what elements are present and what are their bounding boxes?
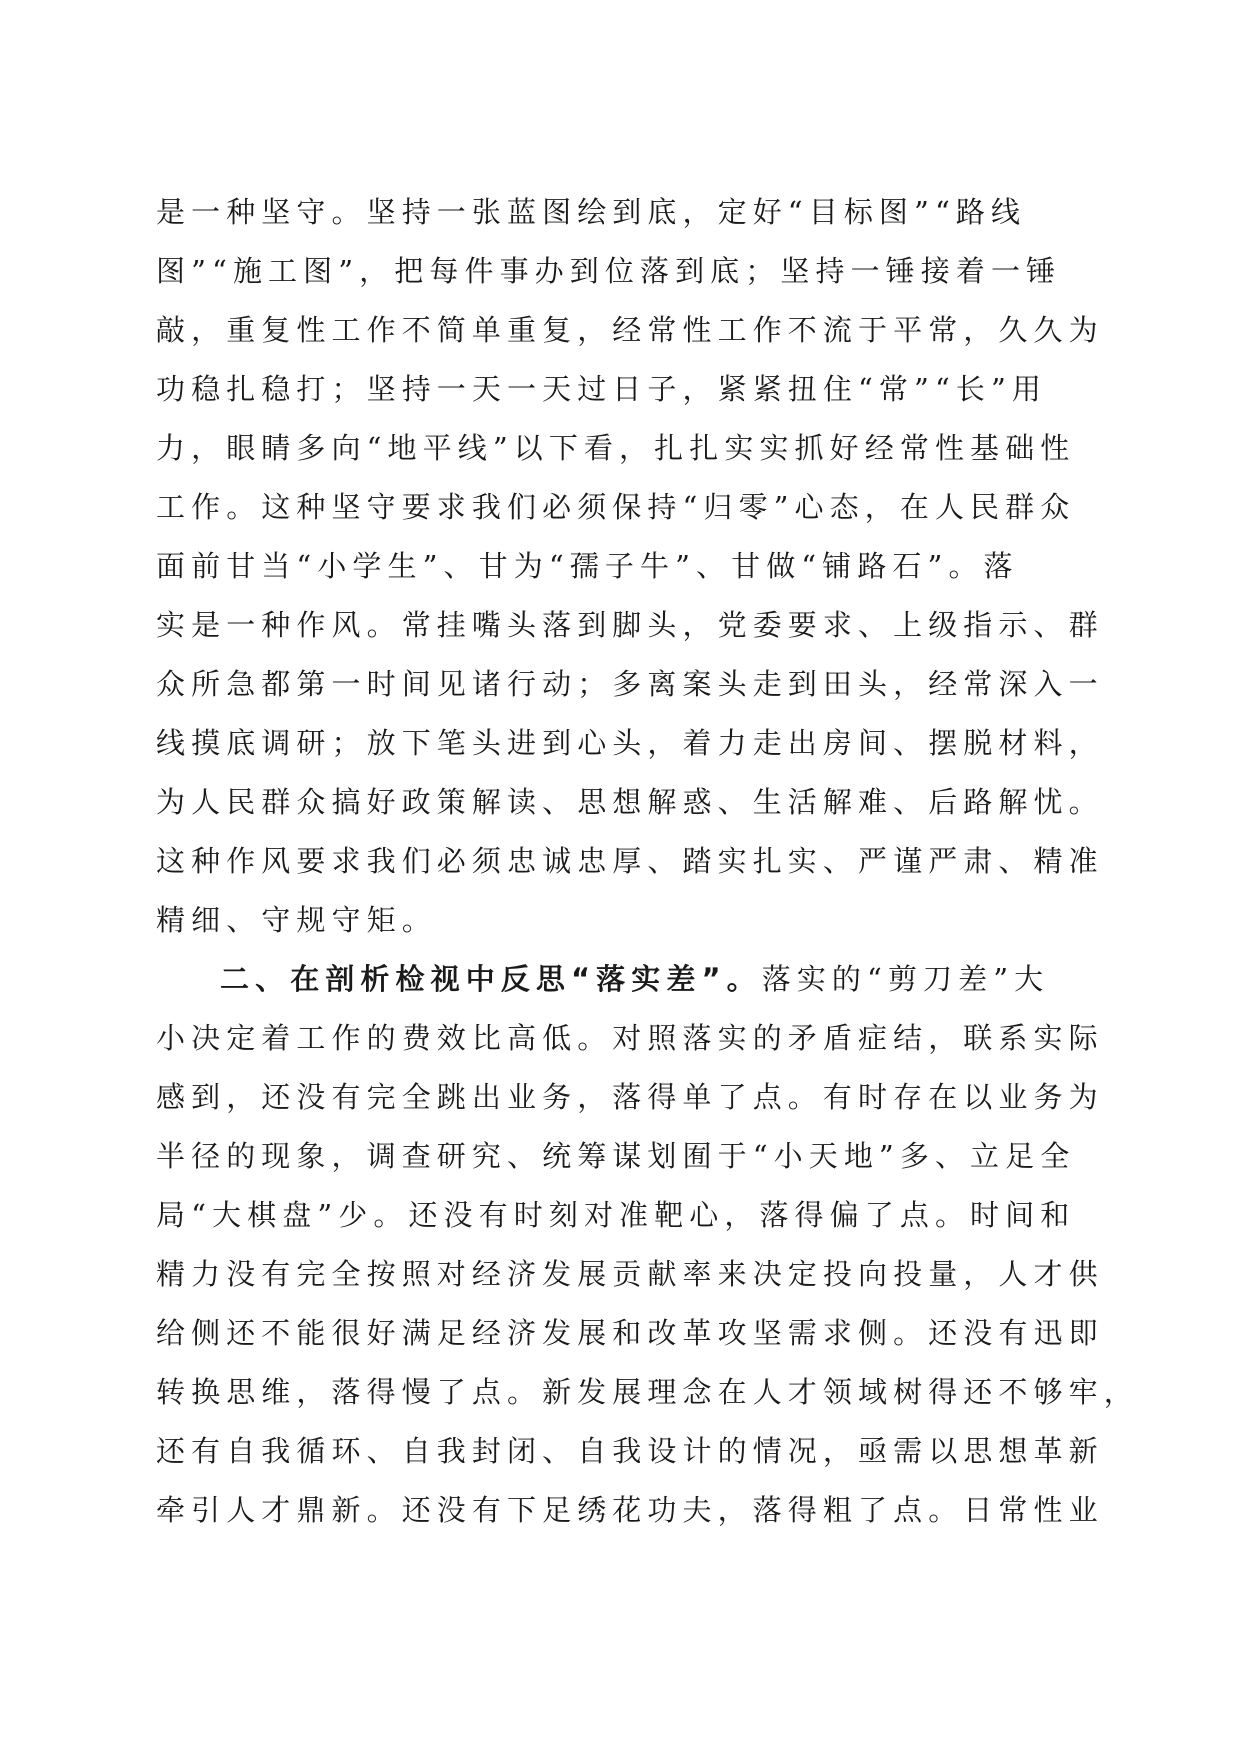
text-line: 转换思维，落得慢了点。新发展理念在人才领域树得还不够牢， <box>156 1375 1139 1409</box>
text-line: 敲，重复性工作不简单重复，经常性工作不流于平常，久久为 <box>156 313 1104 347</box>
text-line: 感到，还没有完全跳出业务，落得单了点。有时存在以业务为 <box>156 1080 1104 1114</box>
text-line: 小决定着工作的费效比高低。对照落实的矛盾症结，联系实际 <box>156 1021 1104 1055</box>
section-heading: 二、在剖析检视中反思“落实差”。 <box>220 962 762 996</box>
text-line: 面前甘当“小学生”、甘为“孺子牛”、甘做“铺路石”。落 <box>156 549 1019 583</box>
text-line: 半径的现象，调查研究、统筹谋划囿于“小天地”多、立足全 <box>156 1139 1076 1173</box>
text-line: 精力没有完全按照对经济发展贡献率来决定投向投量，人才供 <box>156 1257 1104 1291</box>
section-first-line <box>156 950 1058 1009</box>
text-line: 功稳扎稳打；坚持一天一天过日子，紧紧扭住“常”“长”用 <box>156 372 1048 406</box>
text-line: 力，眼睛多向“地平线”以下看，扎扎实实抓好经常性基础性 <box>156 431 1076 465</box>
text-line: 牵引人才鼎新。还没有下足绣花功夫，落得粗了点。日常性业 <box>156 1493 1104 1527</box>
text-line: 精细、守规守矩。 <box>156 903 437 937</box>
text-line: 线摸底调研；放下笔头进到心头，着力走出房间、摆脱材料， <box>156 726 1104 760</box>
section-first-line-text: 落实的“剪刀差”大 <box>761 962 1050 996</box>
text-line: 众所急都第一时间见诸行动；多离案头走到田头，经常深入一 <box>156 667 1104 701</box>
text-line: 图”“施工图”，把每件事办到位落到底；坚持一锤接着一锤 <box>156 254 1062 288</box>
text-line: 实是一种作风。常挂嘴头落到脚头，党委要求、上级指示、群 <box>156 608 1104 642</box>
text-line: 是一种坚守。坚持一张蓝图绘到底，定好“目标图”“路线 <box>156 195 1027 229</box>
document-body <box>156 183 1139 1540</box>
text-line: 这种作风要求我们必须忠诚忠厚、踏实扎实、严谨严肃、精准 <box>156 844 1104 878</box>
text-line: 还有自我循环、自我封闭、自我设计的情况，亟需以思想革新 <box>156 1434 1104 1468</box>
text-line: 局“大棋盘”少。还没有时刻对准靶心，落得偏了点。时间和 <box>156 1198 1076 1232</box>
text-line: 为人民群众搞好政策解读、思想解惑、生活解难、后路解忧。 <box>156 785 1104 819</box>
text-line: 工作。这种坚守要求我们必须保持“归零”心态，在人民群众 <box>156 490 1076 524</box>
text-line: 给侧还不能很好满足经济发展和改革攻坚需求侧。还没有迅即 <box>156 1316 1104 1350</box>
